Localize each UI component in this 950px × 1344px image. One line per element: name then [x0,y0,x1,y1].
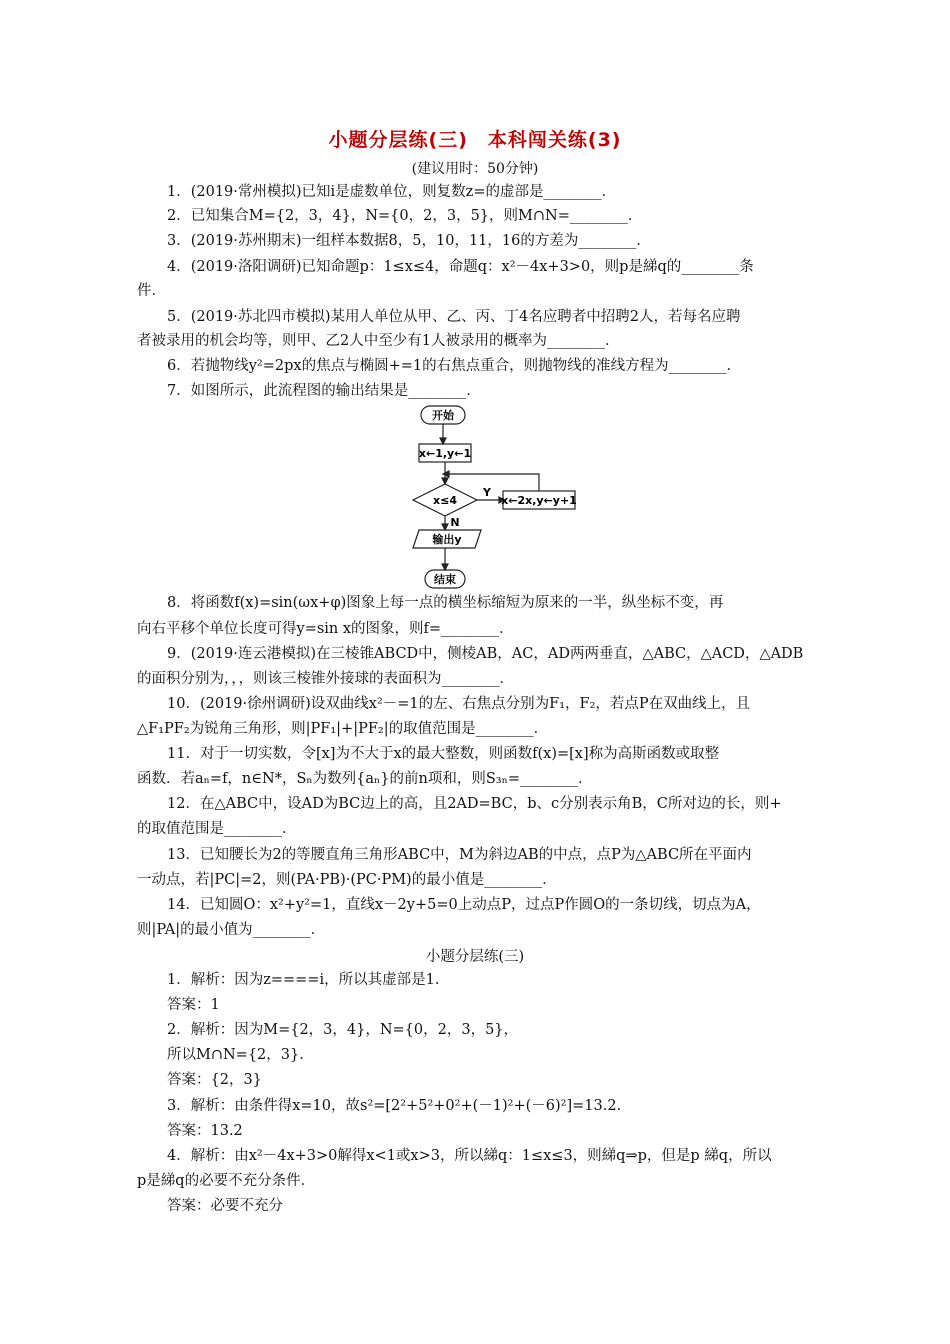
question-12-line1: 12．在△ABC中，设AD为BC边上的高，且2AD=BC，b、c分别表示角B，C所对边的长，则+ [167,796,782,812]
question-5-line2: 者被录用的机会均等，则甲、乙2人中至少有1人被录用的概率为________． [137,333,620,349]
question-13-line1: 13．已知腰长为2的等腰直角三角形ABC中，M为斜边AB的中点，点P为△ABC所在平面内 [167,847,752,863]
flow-no-label: N [450,516,460,529]
flow-output-label: 输出y [432,533,462,546]
question-5-line1: 5．(2019·苏北四市模拟)某用人单位从甲、乙、丙、丁4名应聘者中招聘2人，若每名应聘 [167,309,741,325]
question-6: 6．若抛物线y²=2px的焦点与椭圆+=1的右焦点重合，则抛物线的准线方程为________． [167,358,742,374]
answer-1-analysis: 1．解析：因为z====i，所以其虚部是1. [167,972,440,988]
question-11-line1: 11．对于一切实数，令[x]为不大于x的最大整数，则函数f(x)=[x]称为高斯函数或取整 [167,746,720,762]
answer-3-analysis: 3．解析：由条件得x=10，故s²=[2²+5²+0²+(－1)²+(－6)²]=13.2. [167,1098,622,1114]
question-10-line2: △F₁PF₂为锐角三角形，则|PF₁|+|PF₂|的取值范围是________． [137,721,549,737]
question-9-line2: 的面积分别为，，，则该三棱锥外接球的表面积为________． [137,671,514,687]
flowchart [405,402,585,592]
question-1: 1．(2019·常州模拟)已知i是虚数单位，则复数z=的虚部是________． [167,184,616,200]
answer-3-result: 答案：13.2 [167,1123,243,1139]
question-8-line1: 8．将函数f(x)=sin(ωx+φ)图象上每一点的横坐标缩短为原来的一半，纵坐标不变，再 [167,595,724,611]
question-10-line1: 10．(2019·徐州调研)设双曲线x²－=1的左、右焦点分别为F₁，F₂，若点P在双曲线上，且 [167,696,751,712]
page-subtitle: (建议用时：50分钟) [411,161,539,177]
question-7: 7．如图所示，此流程图的输出结果是________． [167,383,481,399]
answers-heading: 小题分层练(三) [425,949,525,965]
answer-2-analysis-cont: 所以M∩N={2，3}． [167,1047,314,1063]
answer-1-result: 答案：1 [167,997,220,1013]
question-12-line2: 的取值范围是________． [137,821,297,837]
question-14-line1: 14．已知圆O：x²+y²=1，直线x－2y+5=0上动点P，过点P作圆O的一条切线，切点为A， [167,897,761,913]
answer-4-result: 答案：必要不充分 [167,1198,283,1214]
question-9-line1: 9．(2019·连云港模拟)在三棱锥ABCD中，侧棱AB，AC，AD两两垂直，△ABC，△ACD，△ADB [167,646,804,662]
flow-yes-label: Y [483,486,491,499]
flow-cond-label: x≤4 [433,494,457,507]
question-8-line2: 向右平移个单位长度可得y=sin x的图象，则f=________． [137,621,514,637]
answer-2-analysis: 2．解析：因为M={2，3，4}，N={0，2，3，5}， [167,1022,519,1038]
question-4-line1: 4．(2019·洛阳调研)已知命题p：1≤x≤4，命题q：x²－4x+3>0，则p是綈q的________条 [167,259,754,275]
answer-4-analysis-cont: p是綈q的必要不充分条件． [137,1173,316,1189]
question-14-line2: 则|PA|的最小值为________． [137,922,326,938]
question-2: 2．已知集合M={2，3，4}，N={0，2，3，5}，则M∩N=________． [167,208,643,224]
flow-update-label: x←2x,y←y+1 [501,494,577,507]
question-13-line2: 一动点，若|PC|=2，则(PA·PB)·(PC·PM)的最小值是________． [137,872,557,888]
flow-end-label: 结束 [434,573,456,586]
flow-init-label: x←1,y←1 [418,447,472,460]
question-11-line2: 函数．若aₙ=f，n∈N*，Sₙ为数列{aₙ}的前n项和，则S₃ₙ=________． [137,771,593,787]
question-4-line2: 件． [137,283,166,299]
question-3: 3．(2019·苏州期末)一组样本数据8，5，10，11，16的方差为________． [167,233,651,249]
page-title: 小题分层练(三) 本科闯关练(3) [328,129,622,151]
flow-start-label: 开始 [432,409,454,422]
answer-4-analysis: 4．解析：由x²－4x+3>0解得x<1或x>3，所以綈q：1≤x≤3，则綈q⇒p，但是p 綈q，所以 [167,1148,772,1164]
answer-2-result: 答案：{2，3} [167,1072,262,1088]
